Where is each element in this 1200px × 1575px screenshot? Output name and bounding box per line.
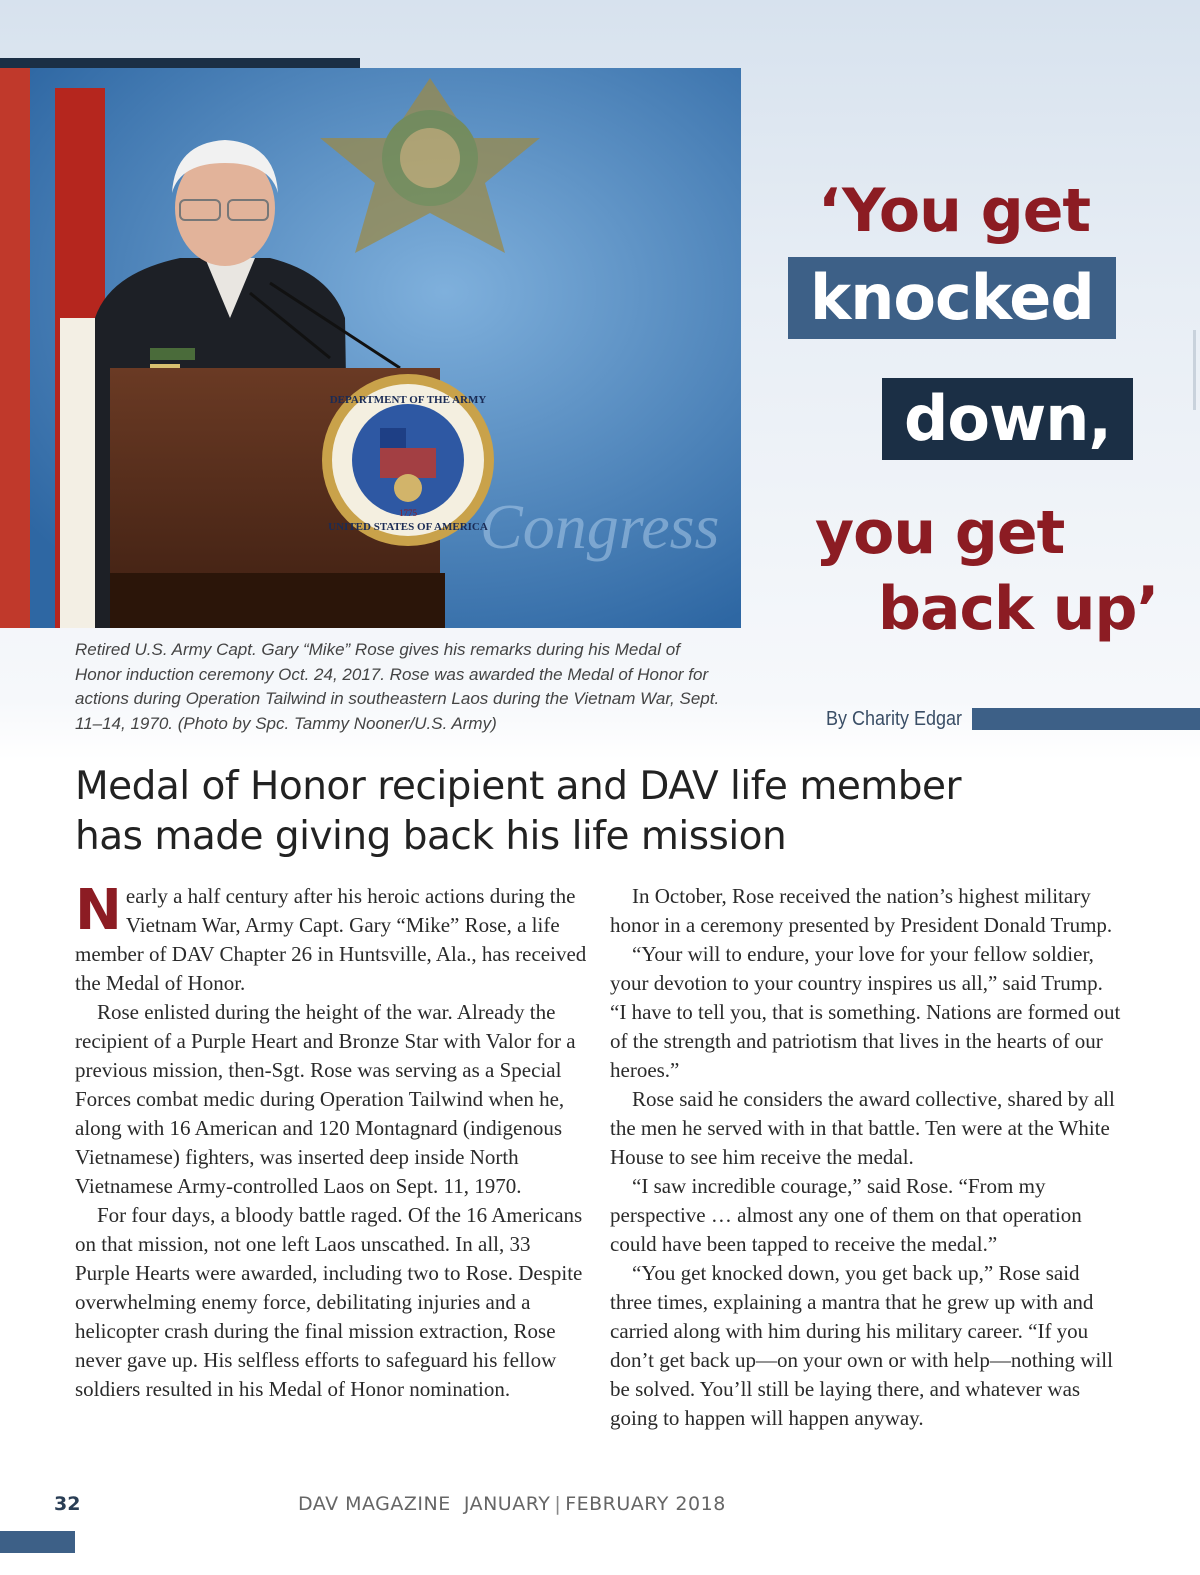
paragraph: For four days, a bloody battle raged. Of the 16 Americans on that mission, not one left Laos unscathed. In all, 33 Purple Hearts were awarded, including two to Rose. Despite overwhelming enemy force, debilitating injuries and a helicopter crash during the final mission extraction, Rose never gave up. His selfless efforts to safeguard his fellow soldiers resulted in his Medal of Honor nomination. [75,1203,583,1401]
headline-line-4: you get [815,498,1065,568]
photo-illustration [0,68,741,628]
photo-caption: Retired U.S. Army Capt. Gary “Mike” Rose gives his remarks during his Medal of Honor induction ceremony Oct. 24, 2017. Rose was awarded the Medal of Honor for actions during Operation Tailwind in southeastern Laos during the Vietnam War, Sept. 11–14, 1970. (Photo by Spc. Tammy Nooner/U.S. Army) [75,640,720,733]
article-column-right [610,882,1122,1433]
issue-month-2: FEBRUARY 2018 [565,1493,726,1515]
headline-line-2: knocked [788,257,1116,339]
drop-cap: N [75,878,122,943]
backdrop-text: Congress [480,491,720,562]
paragraph: “I saw incredible courage,” said Rose. “From my perspective … almost any one of them on that operation could have been tapped to receive the medal.” [610,1174,1082,1256]
seal-year: 1775 [399,508,417,518]
page-number: 32 [54,1493,81,1515]
paragraph: “Your will to endure, your love for your fellow soldier, your devotion to your country inspires us all,” said Trump. “I have to tell you, that is something. Nations are formed out of the strength and patriotism that lives in the hearts of our heroes.” [610,942,1121,1082]
red-flag [0,68,30,628]
bottom-accent-bar [0,1531,75,1553]
byline: By Charity Edgar [826,708,963,730]
paragraph [75,878,587,998]
paragraph-text: early a half century after his heroic actions during the Vietnam War, Army Capt. Gary “Mike” Rose, a life member of DAV Chapter 26 in Huntsville, Ala., has received the Medal of Honor. [75,884,587,995]
army-seal [322,374,494,546]
issue-month-1: JANUARY [463,1493,551,1515]
headline-line-5: back up’ [878,574,1159,644]
article-subhead: Medal of Honor recipient and DAV life member has made giving back his life mission [75,764,962,859]
seal-text-bottom: UNITED STATES OF AMERICA [328,521,488,533]
paragraph: Rose enlisted during the height of the war. Already the recipient of a Purple Heart and Bronze Star with Valor for a previous mission, then-Sgt. Rose was serving as a Special Forces combat medic during Operation Tailwind when he, along with 16 American and 120 Montagnard (indigenous Vietnamese) fighters, was inserted deep inside North Vietnamese Army-controlled Laos on Sept. 11, 1970. [75,1000,576,1198]
article-photo [0,68,741,628]
footer-separator: | [554,1493,562,1515]
article-column-left [75,878,587,1404]
magazine-footer [298,1493,726,1515]
magazine-name: DAV MAGAZINE [298,1493,451,1515]
seal-text-top: DEPARTMENT OF THE ARMY [329,394,487,406]
paragraph: In October, Rose received the nation’s highest military honor in a ceremony presented by President Donald Trump. [610,884,1113,937]
page-edge-mark [1193,330,1196,410]
headline-line-3: down, [882,378,1133,460]
byline-accent-bar [972,708,1200,730]
paragraph: “You get knocked down, you get back up,” Rose said three times, explaining a mantra that he grew up with and carried along with him during his military career. “If you don’t get back up—on your own or with help—nothing will be solved. You’ll still be laying there, and whatever was going to happen will happen anyway. [610,1261,1113,1430]
paragraph: Rose said he considers the award collective, shared by all the men he served with in that battle. Ten were at the White House to see him receive the medal. [610,1087,1115,1169]
headline-line-1: ‘You get [818,176,1091,246]
